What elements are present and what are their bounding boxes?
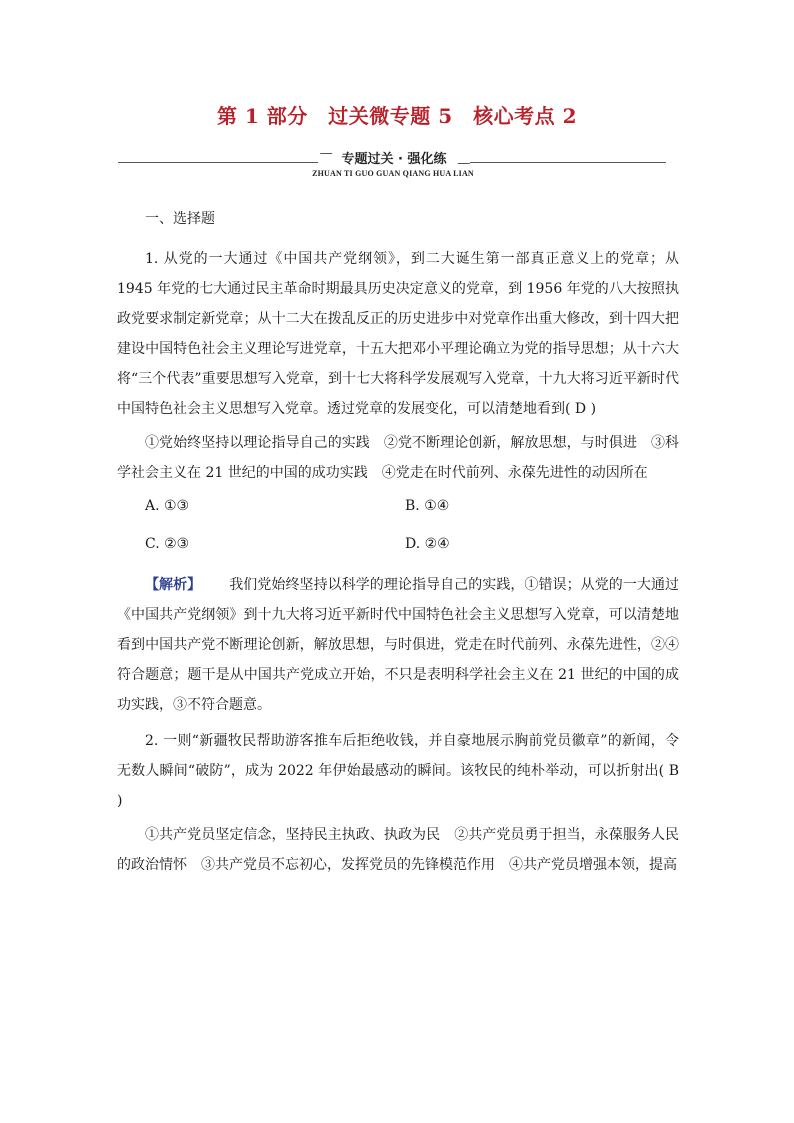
option-a: A. ①③ xyxy=(145,498,190,514)
banner-rule-right xyxy=(470,162,666,163)
section-heading: 一、选择题 xyxy=(145,211,215,227)
page-title: 第 1 部分 过关微专题 5 核心考点 2 xyxy=(216,104,578,128)
section-banner xyxy=(118,146,666,186)
question-1-statements: ①党始终坚持以理论指导自己的实践 ②党不断理论创新，解放思想，与时俱进 ③科学社会主义在 21 世纪的中国的成功实践 ④党走在时代前列、永葆先进性的动因所在 xyxy=(117,435,679,481)
banner-rule-left xyxy=(118,162,318,163)
analysis-tag: 【解析】 xyxy=(145,577,202,593)
option-c: C. ②③ xyxy=(145,536,190,552)
question-2-statements: ①共产党员坚定信念，坚持民主执政、执政为民 ②共产党员勇于担当，永葆服务人民的政治情怀 ③共产党员不忘初心，发挥党员的先锋模范作用 ④共产党员增强本领，提高 xyxy=(117,827,679,873)
question-2-stem: 2. 一则“新疆牧民帮助游客推车后拒绝收钱，并自豪地展示胸前党员徽章”的新闻，令无数人瞬间“破防”，成为 2022 年伊始最感动的瞬间。该牧民的纯朴举动，可以折射出( B ) xyxy=(117,733,679,809)
option-d: D. ②④ xyxy=(405,536,450,552)
analysis-text: 我们党始终坚持以科学的理论指导自己的实践，①错误；从党的一大通过《中国共产党纲领》到十九大将习近平新时代中国特色社会主义思想写入党章，可以清楚地看到中国共产党不断理论创新，解放思想，与时俱进，党走在时代前列、永葆先进性，②④符合题意；题干是从中国共产党成立开始，不只是表明科学社会主义在 21 世纪的中国的成功实践，③不符合题意。 xyxy=(117,577,680,713)
question-1-options xyxy=(117,492,679,570)
option-b: B. ①④ xyxy=(405,498,450,514)
question-1-stem: 1. 从党的一大通过《中国共产党纲领》，到二大诞生第一部真正意义上的党章；从 1945 年党的七大通过民主革命时期最具历史决定意义的党章，到 1956 年党的八大按照执政党要求制定新党章；从十二大在拨乱反正的历史进步中对党章作出重大修改，到十四大把建设中国特色社会主义理论写进党章，十五大把邓小平理论确立为党的指导思想；从十六大将“三个代表”重要思想写入党章，到十七大将科学发展观写入党章，十九大将习近平新时代中国特色社会主义思想写入党章。透过党章的发展变化，可以清楚地看到( D ) xyxy=(117,251,679,417)
banner-label: 专题过关 · 强化练 xyxy=(341,152,447,167)
question-1-analysis xyxy=(117,570,679,720)
document-body xyxy=(117,204,679,880)
banner-pinyin: ZHUAN TI GUO GUAN QIANG HUA LIAN xyxy=(312,169,474,178)
